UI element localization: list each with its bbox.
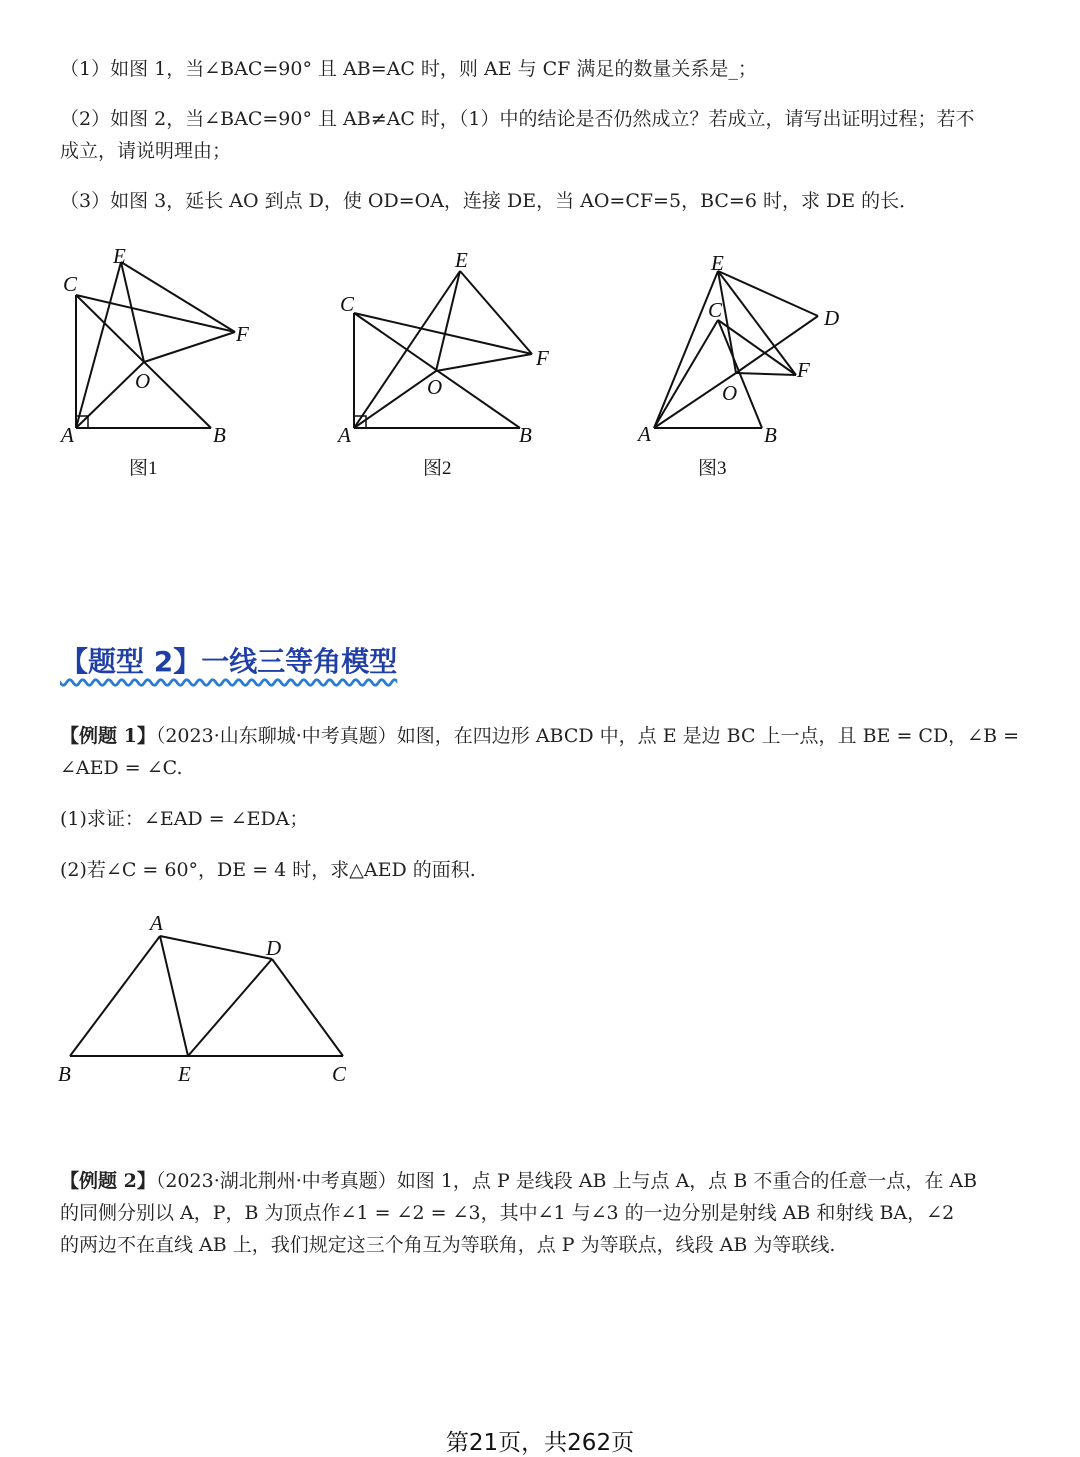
q-part1: （1）如图 1，当∠BAC=90° 且 AB=AC 时，则 AE 与 CF 满足的数量关系是_； [60, 58, 757, 80]
fig2-label-a: A [338, 423, 351, 447]
ex1-label-b: B [58, 1062, 71, 1086]
ex1-label-d: D [266, 936, 282, 960]
example1-line2: ∠AED = ∠C. [60, 757, 183, 779]
figure-3 [630, 240, 855, 485]
fig2-label-c: C [340, 292, 355, 316]
page-number: 第21页，共262页 [445, 1430, 635, 1456]
example2-line2: 的同侧分别以 A，P，B 为顶点作∠1 = ∠2 = ∠3，其中∠1 与∠3 的一边分别是射线 AB 和射线 BA，∠2 [60, 1202, 955, 1224]
fig3-label-b: B [764, 423, 777, 447]
example1-figure [50, 905, 370, 1095]
fig2-label-b: B [519, 423, 532, 447]
fig3-label-a: A [638, 422, 651, 446]
example1-sub1: (1)求证：∠EAD = ∠EDA； [60, 808, 309, 830]
fig1-label-a: A [61, 423, 74, 447]
fig3-label-o: O [722, 381, 738, 405]
fig1-label-b: B [213, 423, 226, 447]
example2-line1 [60, 1166, 977, 1197]
example2-tag: 【例题 2】 [60, 1170, 156, 1192]
figure-1 [55, 240, 275, 485]
ex1-label-a: A [150, 911, 163, 935]
fig3-label-d: D [824, 306, 840, 330]
ex1-label-c: C [332, 1062, 347, 1086]
fig2-label-f: F [536, 346, 549, 370]
fig1-label-o: O [135, 369, 151, 393]
q-part3: （3）如图 3，延长 AO 到点 D，使 OD=OA，连接 DE，当 AO=CF=5，BC=6 时，求 DE 的长． [60, 190, 919, 212]
fig3-label-e: E [711, 251, 724, 275]
q-part2-line1: （2）如图 2，当∠BAC=90° 且 AB≠AC 时，（1）中的结论是否仍然成立？若成立，请写出证明过程；若不 [60, 108, 975, 130]
example1-line1 [60, 721, 1019, 752]
fig3-caption: 图3 [698, 458, 727, 479]
section-heading: 【题型 2】一线三等角模型 [60, 645, 398, 678]
fig3-label-f: F [797, 358, 810, 382]
ex1-label-e: E [178, 1062, 191, 1086]
fig3-label-c: C [708, 298, 723, 322]
fig1-label-f: F [236, 322, 249, 346]
figure-2 [335, 240, 560, 485]
fig2-caption: 图2 [423, 458, 452, 479]
example1-sub2: (2)若∠C = 60°，DE = 4 时，求△AED 的面积. [60, 859, 476, 881]
example1-tag: 【例题 1】 [60, 725, 156, 747]
fig2-label-o: O [427, 375, 443, 399]
q-part2-line2: 成立，请说明理由； [60, 140, 232, 162]
fig1-label-c: C [63, 272, 78, 296]
example1-text1: （2023·山东聊城·中考真题）如图，在四边形 ABCD 中，点 E 是边 BC 上一点，且 BE = CD，∠B = [155, 725, 1020, 747]
fig1-label-e: E [113, 244, 126, 268]
example2-text1: （2023·湖北荆州·中考真题）如图 1，点 P 是线段 AB 上与点 A，点 B 不重合的任意一点，在 AB [155, 1170, 978, 1192]
fig1-caption: 图1 [129, 458, 158, 479]
fig2-label-e: E [455, 248, 468, 272]
example2-line3: 的两边不在直线 AB 上，我们规定这三个角互为等联角，点 P 为等联点，线段 AB 为等联线. [60, 1234, 836, 1256]
